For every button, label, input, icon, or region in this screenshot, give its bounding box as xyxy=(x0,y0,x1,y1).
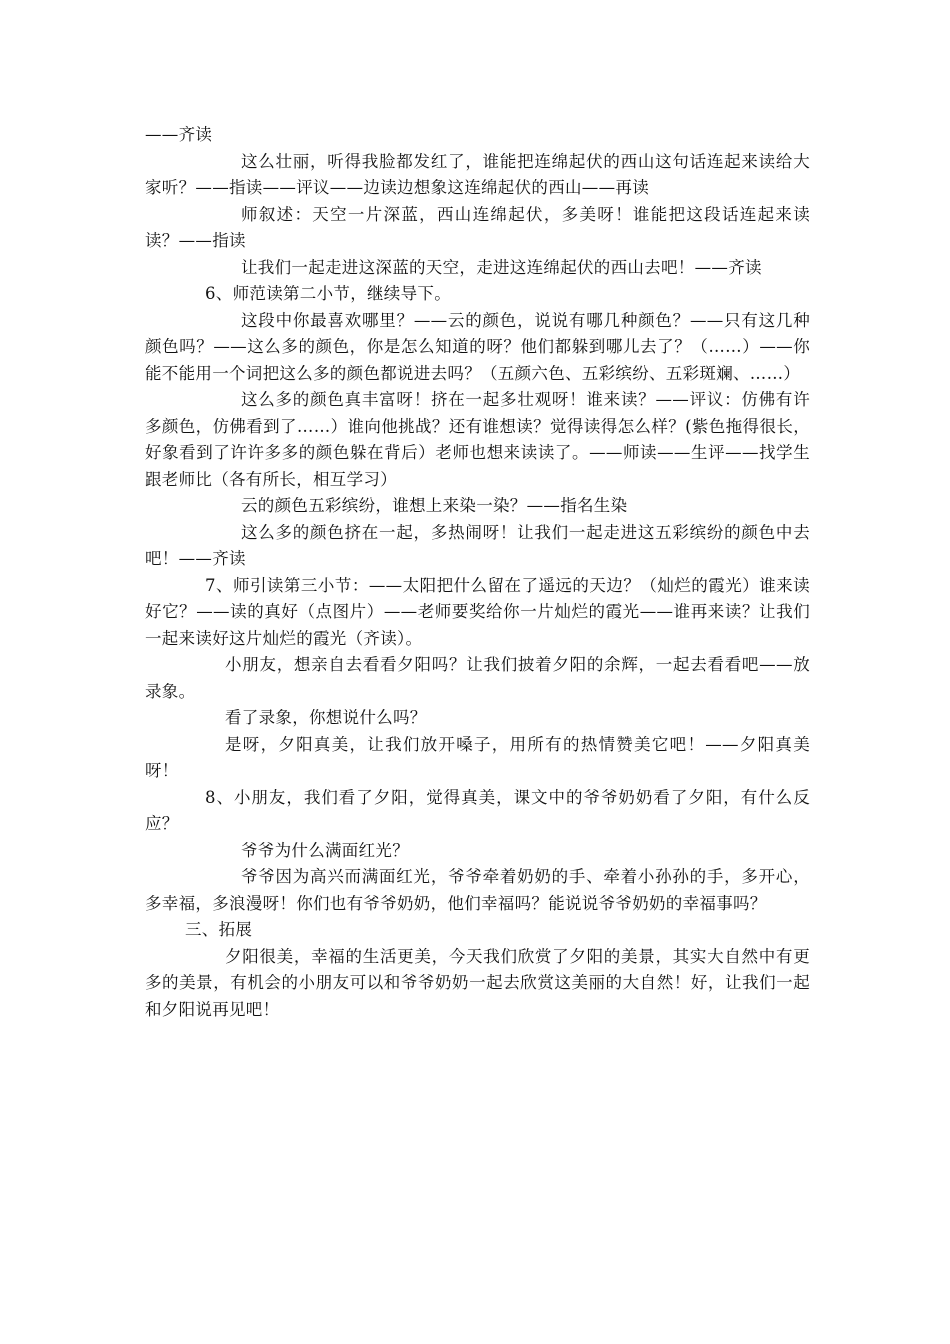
paragraph: ——齐读 xyxy=(145,125,213,144)
lesson-text xyxy=(145,122,810,1023)
paragraph: 云的颜色五彩缤纷，谁想上来染一染？——指名生染 xyxy=(241,496,628,515)
paragraph: 夕阳很美，幸福的生活更美，今天我们欣赏了夕阳的美景，其实大自然中有更多的美景，有机会的小朋友可以和爷爷奶奶一起去欣赏这美丽的大自然！好，让我们一起和夕阳说再见吧！ xyxy=(145,946,810,1019)
paragraph: 这么多的颜色真丰富呀！挤在一起多壮观呀！谁来读？——评议：仿佛有许多颜色，仿佛看到了……）谁向他挑战？还有谁想读？觉得读得怎么样？(紫色拖得很长，好象看到了许许多多的颜色躲在背后）老师也想来读读了。——师读——生评——找学生跟老师比（各有所长，相互学习） xyxy=(145,390,810,489)
paragraph: 7、师引读第三小节：——太阳把什么留在了遥远的天边？（灿烂的霞光）谁来读好它？——读的真好（点图片）——老师要奖给你一片灿烂的霞光——谁再来读？让我们一起来读好这片灿烂的霞光（齐读）。 xyxy=(145,575,810,648)
paragraph: 爷爷为什么满面红光？ xyxy=(241,840,409,860)
paragraph: 看了录象，你想说什么吗？ xyxy=(225,708,427,727)
paragraph: 师叙述：天空一片深蓝，西山连绵起伏，多美呀！谁能把这段话连起来读读？——指读 xyxy=(145,204,810,250)
paragraph: 这么壮丽，听得我脸都发红了，谁能把连绵起伏的西山这句话连起来读给大家听？——指读——评议——边读边想象这连绵起伏的西山——再读 xyxy=(145,151,810,197)
section-heading: 三、拓展 xyxy=(185,920,253,939)
paragraph: 这么多的颜色挤在一起，多热闹呀！让我们一起走进这五彩缤纷的颜色中去吧！——齐读 xyxy=(145,522,810,568)
paragraph: 让我们一起走进这深蓝的天空，走进这连绵起伏的西山去吧！——齐读 xyxy=(241,257,762,277)
paragraph: 爷爷因为高兴而满面红光，爷爷牵着奶奶的手、牵着小孙孙的手，多开心，多幸福，多浪漫呀！你们也有爷爷奶奶，他们幸福吗？能说说爷爷奶奶的幸福事吗？ xyxy=(145,867,810,913)
paragraph: 8、小朋友，我们看了夕阳，觉得真美，课文中的爷爷奶奶看了夕阳，有什么反应？ xyxy=(145,787,810,833)
paragraph: 6、师范读第二小节，继续导下。 xyxy=(205,284,451,303)
paragraph: 是呀，夕阳真美，让我们放开嗓子，用所有的热情赞美它吧！——夕阳真美呀！ xyxy=(145,734,810,780)
paragraph: 这段中你最喜欢哪里？——云的颜色，说说有哪几种颜色？——只有这几种颜色吗？——这么多的颜色，你是怎么知道的呀？他们都躲到哪儿去了？（……）——你能不能用一个词把这么多的颜色都说进去吗？（五颜六色、五彩缤纷、五彩斑斓、……） xyxy=(145,310,810,383)
paragraph: 小朋友，想亲自去看看夕阳吗？让我们披着夕阳的余辉，一起去看看吧——放录象。 xyxy=(145,655,810,701)
